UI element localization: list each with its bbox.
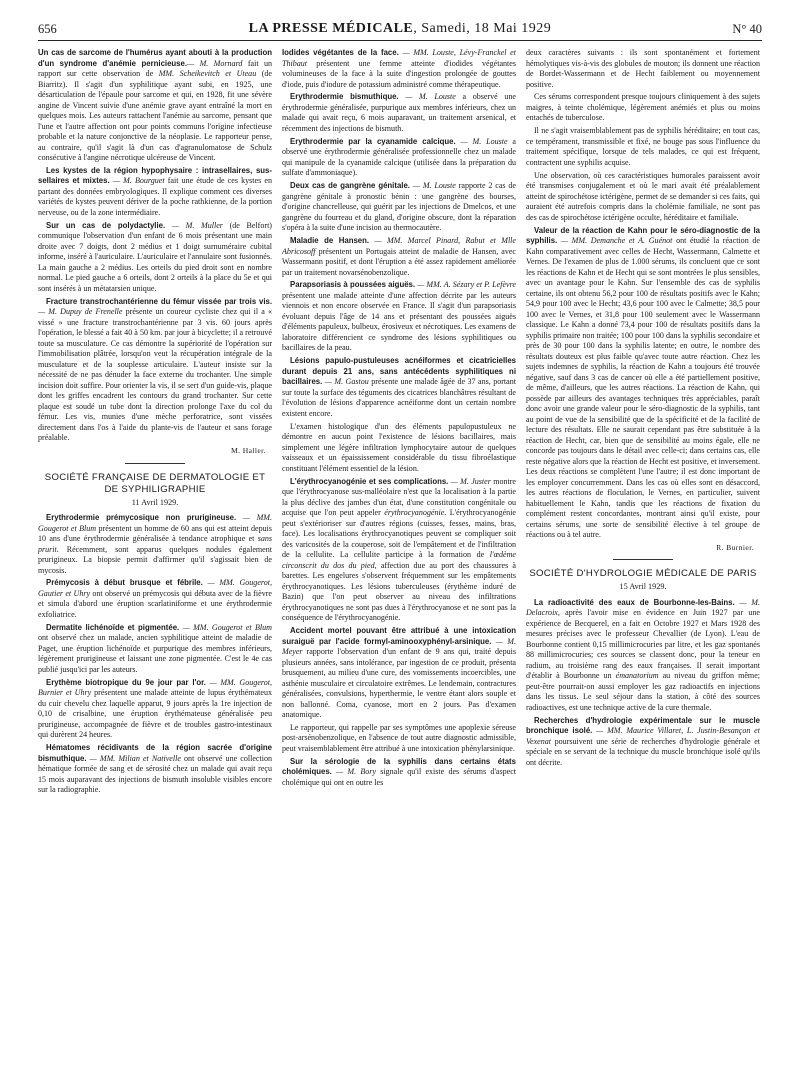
article-heading: Erythrodermie par la cyanamide calcique.: [290, 136, 456, 146]
article-paragraph: [38, 623, 272, 676]
article-text: présente un coureur cycliste chez qui il a « vissé » une fracture transtrochantérienne par 3 vis. 60 jours après l'opération, le blessé a fait 40 à 50 km. par jour à bicyclette; il a retrouvé toute sa musculature. Ce cas démontre la supériorité de l'opération sur l'immobilisation plâtrée, lorsqu'on veut la récupération intégrale de la musculature et de la souplesse articulaire. L'auteur insiste sur la nécessité de ne pas dénuder la face externe du trochanter. Une simple incision doit suffire. Pour orienter la vis, il se sert d'un guide-vis, plaque dont les griffes encadrent les contours du grand trochanter. Sur cette plaque est soudé un tube dont la direction prolonge l'axe du col du fémur. Les vis, munies d'une mèche perforatrice, sont vissées directement dans l'os à l'aide du plante-vis de l'auteur et sans forage préalable.: [38, 307, 272, 443]
article-text: présente une malade âgée de 37 ans, portant sur toute la surface des téguments des cicatrices blanchâtres résultant de l'évolution de lésions d'apparence acnéiforme dont un certain nombre existent encore.: [282, 377, 516, 418]
section-divider: [613, 559, 673, 560]
article-author: — M. Louste: [409, 181, 456, 191]
article-paragraph: Ces sérums correspondent presque toujours cliniquement à des sujets maigres, à teinte cholémique, légèrement anémiés et plus ou moins entachés de tuberculose.: [526, 92, 760, 123]
article-heading: Parapsoriasis à poussées aiguës.: [290, 280, 416, 290]
article-heading: Deux cas de gangrène génitale.: [290, 181, 410, 191]
article-paragraph: [38, 578, 272, 620]
article-paragraph: [526, 716, 760, 769]
article-paragraph: [38, 743, 272, 796]
article-heading: Recherches d'hydrologie expérimentale sur le muscle bronchique isolé.: [526, 715, 760, 736]
article-paragraph: [282, 477, 516, 624]
article-author: MM. Scheikevitch et Uteau: [158, 69, 257, 78]
article-author: — MM. A. Sézary et P. Lefèvre: [415, 280, 516, 290]
article-paragraph: [526, 226, 760, 541]
article-author: — M. Delacroix: [526, 597, 760, 618]
article-paragraph: [38, 166, 272, 219]
article-text: fait une étude de ces kystes en partant des données embryologiques. Il explique comment ces diverses variétés de kystes peuvent dériver de la poche rathkienne, de la portion nerveuse, ou de la zone intermédiaire.: [38, 176, 272, 217]
article-author: — M. Mornard: [187, 58, 243, 68]
article-text: présentent un homme de 60 ans qui est atteint depuis 10 ans d'une érythrodermie généralisée à tendance atrophique et: [38, 523, 272, 544]
article-paragraph: [282, 757, 516, 789]
session-date: 15 Avril 1929.: [619, 582, 667, 592]
article-text: a observé une érythrodermie généralisée professionnelle chez un malade qui manipule de la cyanamide calcique (utilisée dans la préparation du sulfate d'ammoniaque).: [282, 136, 516, 178]
article-emphasis: émanatorium: [615, 671, 659, 681]
article-paragraph: [282, 48, 516, 90]
article-text: fait un rapport sur cette observation de: [38, 58, 272, 78]
article-heading: Prémycosis à début brusque et fébrile.: [46, 578, 203, 588]
article-text: (de Biarritz). Il s'agit d'un syphilitique ayant subi, en 1925, une désarticulation de l'épaule pour sarcome et qui, en 1928, fit une sévère angine de Vincent suivie d'une anémie grave ayant entraîné la mort en quelques mois. Les auteurs rattachent l'anémie au sarcome, pensant que l'une et l'autre affection ont pour points communs l'origine infectieuse probable et la nature conjonctive de la néoplasie. Le rapporteur pense, au contraire, qu'il s'agit là d'un cas d'agranulomatose de Schulz consécutive à l'angine nécrotique ulcéreuse de Vincent.: [38, 69, 272, 162]
article-heading: Erythème biotropique du 9e jour par l'or.: [46, 677, 206, 687]
article-heading: Erythrodermie prémycosique non prurigineuse.: [46, 513, 237, 523]
article-paragraph: deux caractères suivants : ils sont spontanément et fortement hémolytiques vis-à-vis des globules de mouton; ils donnent une réaction de Bordet-Wassermann et de Hecht faiblement ou moyennement positive.: [526, 48, 760, 89]
article-text: présentent une malade atteinte de lupus érythémateux du cuir chevelu chez laquelle apparut, 9 jours après la 1re injection de 0,10 de crisalbine, une éruption érythémateuse généralisée peu prurigineuse, accompagnée de fièvre et de troubles gastro-intestinaux qui durèrent 24 heures.: [38, 688, 272, 740]
page-header: [38, 18, 762, 41]
article-heading: Accident mortel pouvant être attribué à une intoxication suraiguë par l'acide formyl-aminooxyphényl-arsinique.: [282, 626, 516, 646]
issue-date: , Samedi, 18 Mai 1929: [413, 21, 552, 36]
article-heading: Les kystes de la région hypophysaire : intrasellaires, sus-sellaires et mixtes.: [38, 165, 272, 186]
article-author: — M. Juster: [448, 476, 491, 486]
journal-title: [249, 21, 552, 37]
section-divider: [125, 463, 185, 464]
article-author: — MM. Gougerot, Burnier et Uhry: [38, 677, 272, 698]
article-paragraph: [526, 598, 760, 714]
article-text: a observé une érythrodermie généralisée, purpurique aux membres inférieurs, chez un malade qui avait reçu, 6 mois auparavant, un traitement arsenical, et récemment des injections de bismuth.: [282, 92, 516, 133]
article-text: présentent une malade atteinte d'une affection décrite par les auteurs viennois et non encore observée en France. Il s'agit d'un parapsoriasis évoluant depuis l'âge de 14 ans et présentant des poussées aiguës d'éléments papuleux, bulbeux, érosiveux et nécrotiques. Les examens de laboratoire différencient ce syndrome des lésions syphilitiques ou bacillaires de la peau.: [282, 290, 516, 353]
article-author: — MM. Gougerot et Blum: [179, 622, 272, 632]
article-paragraph: [38, 513, 272, 576]
article-heading: L'érythrocyanogénie et ses complications.: [290, 476, 449, 486]
article-text: poursuivent une série de recherches d'hydrologie générale et spéciale en se servant de la technique du muscle bronchique isolé qu'ils ont décrite.: [526, 736, 760, 767]
article-paragraph: [282, 280, 516, 354]
article-emphasis: l'œdème circonscrit du dos du pied: [282, 550, 516, 570]
article-heading: Hématomes récidivants de la région sacrée d'origine bismuthique.: [38, 743, 272, 763]
article-paragraph: [38, 221, 272, 295]
article-text: ont observé un prémycosis qui débuta avec de la fièvre et simula d'abord une éruption scarlatiniforme et une érythrodermie exfoliatrice.: [38, 588, 272, 619]
article-heading: Lésions papulo-pustuleuses acnéiformes et cicatricielles durant depuis 21 ans, sans antécédents syphilitiques ni bacillaires.: [282, 356, 516, 387]
article-heading: Sur la sérologie de la syphilis dans certains états cholémiques.: [282, 756, 516, 777]
article-paragraph: Une observation, où ces caractéristiques humorales paraissent avoir été transmises conjugalement et où le mari avait été préalablement atteint de spirochétose ictérigène, permet de se demander si ces faits, qui auraient été autrefois compris dans la cholémie familiale, ne sont pas des cas de spirochétose ictérigène occulte, héréditaire et familiale.: [526, 170, 760, 222]
article-text: présentent un Portugais atteint de maladie de Hansen, avec Wassermann positif, et dont l'éruption a été assez rapidement améliorée par un traitement novarsénobenzolique.: [282, 246, 516, 277]
article-paragraph: [282, 92, 516, 134]
article-author: — M. Louste: [398, 92, 456, 102]
article-author: — M. Bourguet: [109, 176, 165, 186]
article-heading: Un cas de sarcome de l'humérus ayant abouti à la production d'un syndrome d'anémie pernicieuse.: [38, 48, 272, 68]
article-paragraph: [282, 181, 516, 234]
article-text: au niveau du griffon même; peut-être pourrait-on aussi employer les gaz radioactifs en injections dans les tissus. Le seul séjour dans la station, à côté des sources radioactives, est une technique active de la cure thermale.: [526, 671, 760, 712]
journal-name: LA PRESSE MÉDICALE: [248, 21, 414, 36]
article-author: — MM. Louste, Lévy-Franckel et Thibaut: [282, 48, 516, 68]
article-author: — MM. Marcel Pinard, Rabut et Mlle Abricosoff: [282, 236, 516, 256]
session-date: 11 Avril 1929.: [131, 497, 179, 507]
article-text: . Récemment, sont apparus quelques nodules également prurigineux. La biopsie permit d'affirmer qu'il s'agissait bien de mycosis.: [38, 544, 272, 575]
article-heading: Erythrodermie bismuthique.: [290, 92, 399, 102]
article-text: , affection due au port des chaussures à barettes. Les engelures s'observent fréquemment sur les empâtements érythrocyanotiques. Les lésions tuberculeuses (érythème induré de Bazin) que l'on peut observer au niveau des infiltrations érythrocyanotiques ne sont pas dues à l'érythrocyanose et ne sont pas la conséquence de l'érythrocyanogénie.: [282, 560, 516, 623]
society-heading: SOCIÉTÉ D'HYDROLOGIE MÉDICALE DE PARIS: [529, 568, 757, 580]
article-heading: Maladie de Hansen.: [290, 236, 370, 246]
signature: M. Haller.: [230, 446, 266, 456]
article-text: ont étudié la réaction de Kahn comparativement avec celles de Hecht, Wassermann, Calmette et Vernes. De l'examen de plus de 1.000 sérums, ils concluent que ce sont les réactions de Kahn et de Hecht qui se sont montrées le plus sensibles, avec un avantage pour le Kahn. Sur l'ensemble des cas de syphilis certaine, ils ont obtenu 56,2 pour 100 de résultats positifs avec le Kahn; 54,9 pour 100 avec le Hecht; 43,6 pour 100 avec le Calmette; 38,5 pour 100 avec le Vernes, et 31,8 pour 100 seulement avec le Wassermann classique. Le Kahn a donné 73,4 pour 100 de résultats positifs dans la syphilis primaire non traitée; 100 pour 100 dans la syphilis secondaire et près de 30 pour 100 dans la syphilis latente; en outre, le nombre des résultats douteux est plus faible qu'avec toute autre réaction. Chez les sujets indemnes de syphilis, la réaction de Kahn a toujours été trouvée négative, sauf dans 3 cas de cancer où elle a été partiellement positive, de même, d'ailleurs, que les autres réactions. La réaction de Kahn, qui possède par ailleurs des avantages techniques très appréciables, paraît donc avoir une grande valeur pour le séro-diagnostic de la syphilis, tant au point de vue de la sensibilité que de la spécificité et de la facilité de lecture des résultats. Elle ne saurait cependant pas être substituée à la réaction de Hecht, car, bien que de sensibilité au moins égale, elle ne concorde pas toujours dans le détail avec celle-ci; dans certains cas, elle reste négative alors que la réaction de Hecht est positive, et inversement. Les deux réactions se complètent l'une l'autre; il est donc important de les employer concurremment. Dans les cas où elles sont en désaccord, les autres réactions de floculation, le Vernes, en particulier, suivent habituellement le Kahn, tandis que les réactions de fixation du complément restent concordantes, montrant ainsi qu'il existe, pour certains sérums, une sorte de sensibilité élective à tel groupe de réactions ou à tel autre.: [526, 236, 760, 540]
article-paragraph: L'examen histologique d'un des éléments papulopustuleux ne démontre en aucun point l'existence de lésions bacillaires, mais simplement une légère infiltration lymphocytaire autour de quelques vaisseaux et un épaississement considérable du tissu fibroélastique constituant l'élément essentiel de la lésion.: [282, 421, 516, 473]
article-paragraph: [38, 678, 272, 741]
article-emphasis: sans prurit: [38, 534, 272, 554]
article-paragraph: [282, 236, 516, 278]
article-author: — M. Dupuy de Frenelle: [38, 307, 123, 317]
article-author: — MM. Maurice Villaret, L. Justin-Besançon et Vexenat: [526, 726, 760, 746]
article-author: — M. Gastou: [322, 377, 369, 387]
article-paragraph: Il ne s'agit vraisemblablement pas de syphilis héréditaire; en tout cas, ce tempérament, transmissible et fixé, ne bouge pas sous l'influence du traitement spécifique, lorsque de tels malades, ce qui est fréquent, contractent une syphilis acquise.: [526, 126, 760, 167]
article-paragraph: [282, 356, 516, 419]
article-author: — MM. Demanche et A. Guénot: [557, 236, 673, 246]
article-author: — M. Bory: [331, 767, 377, 777]
article-text: présentent une femme atteinte d'iodides végétantes volumineuses de la face à la suite d'ingestion prolongée de gouttes d'iode, puis d'iodure de potassium administré comme thérapeutique.: [282, 58, 516, 89]
article-heading: Dermatite lichénoïde et pigmentée.: [46, 622, 180, 632]
column-3: [526, 48, 760, 1068]
column-2: [282, 48, 516, 1068]
article-text: . L'érythrocyanogénie peut s'extérioriser sur d'autres régions (cuisses, fesses, mains, bras, face). Les localisations érythrocyanotiques peuvent se compliquer soit des varicosités de la couperose, soit de l'empâtement et de l'infiltration de la cellulite. La cellulite participe à la formation de: [282, 508, 516, 560]
article-text: montre que l'érythrocyanose sus-malléolaire n'est que la localisation à la partie la plus déclive des jambes d'un état, d'une constitution congénitale ou acquise que l'on peut appeler: [282, 476, 516, 518]
article-author: — MM. Gougerot, Gautier et Uhry: [38, 578, 272, 598]
signature: R. Burnier.: [716, 542, 754, 552]
article-paragraph: [282, 626, 516, 721]
article-author: — M. Meyer: [282, 636, 516, 657]
article-author: — M. Muller: [165, 220, 223, 230]
article-paragraph: [282, 137, 516, 179]
column-1: [38, 48, 272, 1068]
article-author: — MM. Gougerot et Blum: [38, 513, 272, 533]
article-text: signale qu'il existe des sérums d'aspect cholémique qui ont en outre les: [282, 767, 516, 787]
article-heading: La radioactivité des eaux de Bourbonne-les-Bains.: [534, 597, 735, 607]
article-text: ont observé chez un malade, ancien syphilitique atteint de maladie de Paget, une éruption lichénoïde et purpurique des membres inférieurs, légèrement prurigineuse et laissant une zone pigmentée. C'est le 4e cas publié jusqu'ici par les auteurs.: [38, 633, 272, 674]
article-author: — M. Louste: [455, 136, 508, 146]
article-text: , après l'avoir mise en évidence en Juin 1927 par une expérience de Becquerel, en a fait en Octobre 1927 et Mars 1928 des mesures précises avec le professeur Chevallier (de Lyon). L'eau de Bourbonne contient 0,15 millimicrocuries par litre, et les gaz spontanés 88 millimicrocuries; ces sources se classent donc, pour la teneur en radium, au troisième rang des eaux françaises. Il serait important d'établir à Bourbonne un: [526, 608, 760, 681]
article-author: — MM. Milian et Nativelle: [86, 753, 181, 763]
society-heading: SOCIÉTÉ FRANÇAISE DE DERMATOLOGIE ET DE SYPHILIGRAPHIE: [44, 471, 266, 495]
article-paragraph: [38, 48, 272, 164]
article-heading: Fracture transtrochantérienne du fémur vissée par trois vis.: [46, 296, 272, 306]
article-heading: Iodides végétantes de la face.: [282, 48, 399, 57]
article-text: rapporte l'observation d'un enfant de 9 ans qui, traité depuis plusieurs années, sans intolérance, par ingestion de ce produit, présenta brusquement, au milieu d'une cure, des vomissements incoercibles, une asthénie musculaire et circulatoire extrêmes. Le lendemain, contractures généralisées, convulsions, hyperthermie, le ventre étant alors souple et non ballonné. Coma, cyanose, mort en 2 jours. Pas d'examen anatomique.: [282, 647, 516, 720]
article-text: (de Belfort) communique l'observation d'un enfant de 6 mois présentant une main droite avec 7 doigts, dont 2 médius et 1 doigt surnuméraire cubital informe, inséré à l'auriculaire. L'auriculaire et l'annulaire sont fusionnés. La main gauche a 2 médius. Les orteils du pied droit sont en nombre normal. Le pied gauche a 6 orteils, dont 2 orteils à la place du 5e et qui sont insérés à un métatarsien unique.: [38, 220, 272, 293]
article-text: rapporte 2 cas de gangrène génitale à pronostic bénin : une gangrène des bourses, d'origine chancrelleuse, qui guérit par les injections de Dmelcos, et une gangrène du fourreau et du gland, d'origine obscure, dont la réparation s'opéra à la suite d'une incision au thermocautère.: [282, 181, 516, 233]
article-text: ont observé une collection hématique formée de sang et de sérosité chez un malade qui avait reçu 15 mois auparavant des injections de bismuth insoluble visibles encore sur la radiographie.: [38, 753, 272, 795]
article-paragraph: Le rapporteur, qui rappelle par ses symptômes une apoplexie séreuse post-arsénobenzolique, en l'absence de tout autre diagnostic admissible, peut vraisemblablement être attribué à une intoxication phénylarsinique.: [282, 722, 516, 753]
issue-number: N° 40: [732, 21, 762, 36]
article-heading: Valeur de la réaction de Kahn pour le séro-diagnostic de la syphilis.: [526, 225, 760, 246]
article-paragraph: [38, 297, 272, 444]
article-columns: [38, 48, 762, 1068]
page-number: 656: [38, 21, 57, 36]
article-heading: Sur un cas de polydactylie.: [46, 220, 166, 230]
article-emphasis: érythrocyanogénie: [384, 508, 445, 518]
